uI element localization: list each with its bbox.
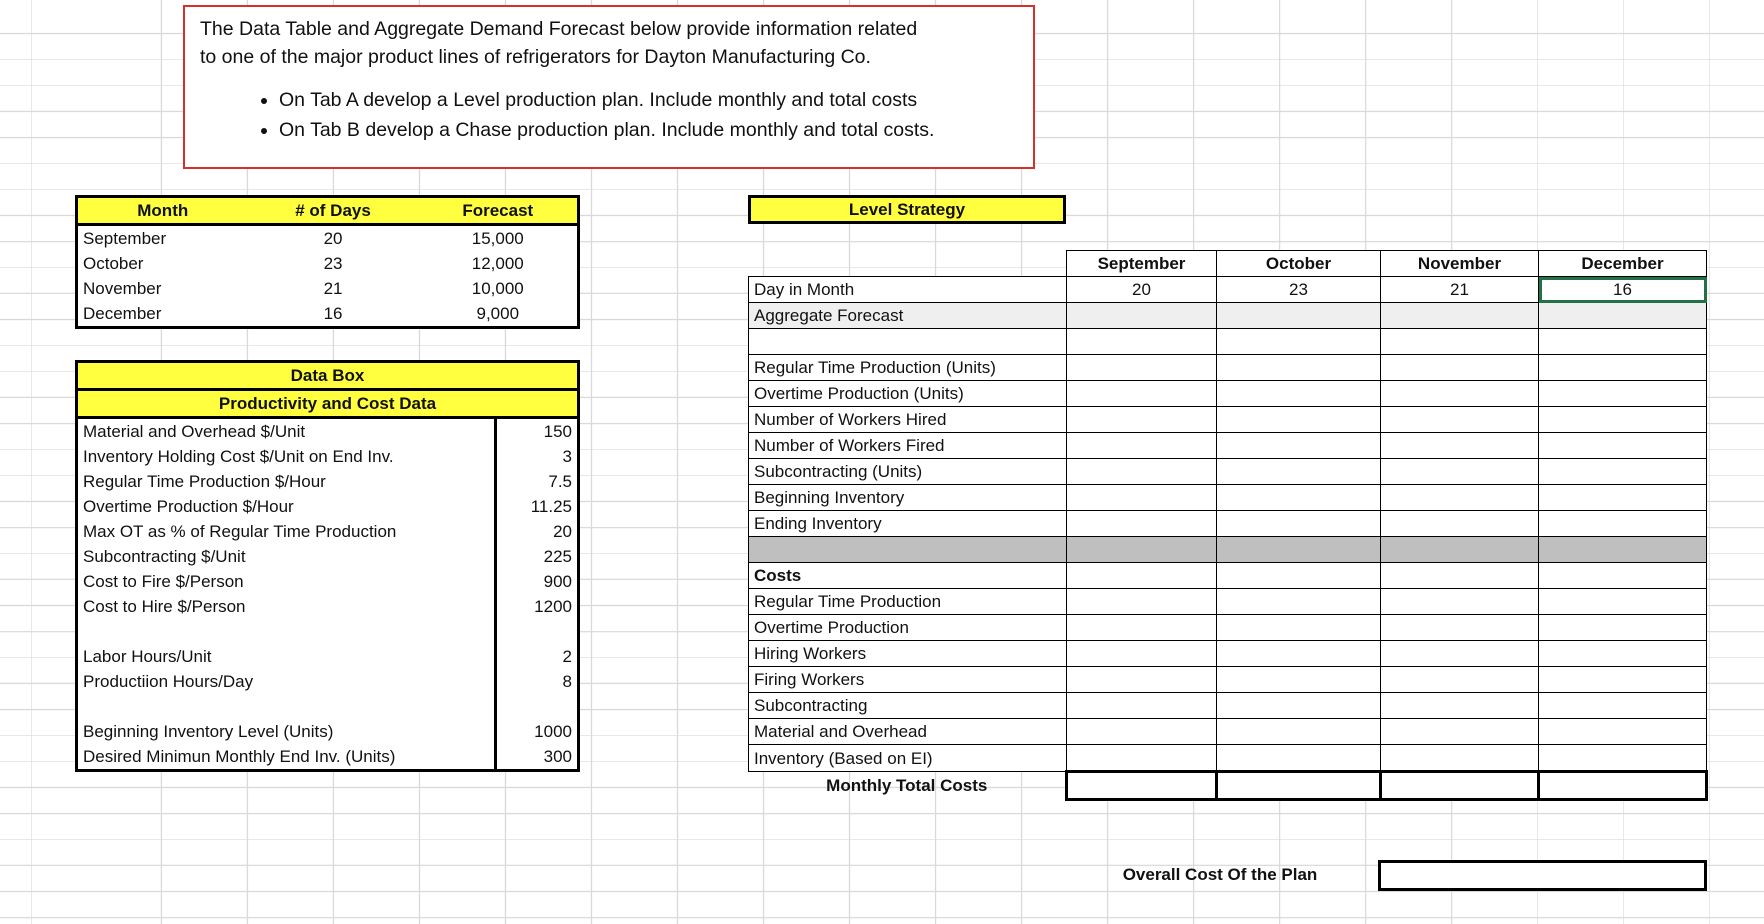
input-cell[interactable]	[1217, 407, 1381, 433]
row-label[interactable]: Beginning Inventory	[749, 485, 1067, 511]
row-label[interactable]: Subcontracting (Units)	[749, 459, 1067, 485]
row-label[interactable]: Overtime Production (Units)	[749, 381, 1067, 407]
input-cell[interactable]	[1217, 355, 1381, 381]
blank-cell[interactable]	[749, 251, 1067, 277]
table-row	[77, 719, 579, 744]
instruction-bullet: • On Tab B develop a Chase production plan. Include monthly and total costs.	[279, 115, 1018, 145]
table-row	[749, 589, 1707, 615]
input-cell[interactable]	[1539, 355, 1707, 381]
input-cell[interactable]	[1539, 719, 1707, 745]
separator-cell[interactable]	[1381, 537, 1539, 563]
cell-days[interactable]: 20	[323, 229, 343, 248]
instruction-line-2: to one of the major product lines of refrigerators for Dayton Manufacturing Co.	[200, 46, 871, 68]
input-cell[interactable]	[1217, 745, 1381, 772]
table-row	[77, 594, 579, 619]
header-days[interactable]: # of Days	[248, 197, 419, 225]
day-row	[749, 277, 1707, 303]
table-row	[749, 693, 1707, 719]
input-cell[interactable]	[1539, 459, 1707, 485]
input-cell[interactable]	[1381, 589, 1539, 615]
input-cell[interactable]	[1381, 485, 1539, 511]
data-label[interactable]: Productiion Hours/Day	[77, 669, 496, 694]
data-value[interactable]	[495, 619, 579, 644]
data-label[interactable]: Inventory Holding Cost $/Unit on End Inv.	[77, 444, 496, 469]
input-cell[interactable]	[1217, 719, 1381, 745]
cell-forecast[interactable]: 15,000	[471, 229, 524, 248]
forecast-cell[interactable]	[1381, 303, 1539, 329]
table-row	[77, 569, 579, 594]
separator-cell[interactable]	[1217, 537, 1381, 563]
table-row	[77, 418, 579, 445]
separator-cell[interactable]	[1067, 537, 1217, 563]
total-cell[interactable]	[1067, 772, 1217, 800]
empty-cell[interactable]	[1381, 329, 1539, 355]
costs-header-row	[749, 563, 1707, 589]
input-cell[interactable]	[1381, 511, 1539, 537]
day-cell[interactable]: 20	[1067, 277, 1217, 303]
input-cell[interactable]	[1067, 693, 1217, 719]
input-cell[interactable]	[1217, 667, 1381, 693]
data-box-table	[75, 360, 580, 772]
input-cell[interactable]	[1067, 719, 1217, 745]
input-cell[interactable]	[1217, 563, 1381, 589]
input-cell[interactable]	[1539, 589, 1707, 615]
table-row	[77, 619, 579, 644]
cell-month[interactable]: September	[83, 229, 167, 248]
table-row	[749, 355, 1707, 381]
row-label[interactable]: Ending Inventory	[749, 511, 1067, 537]
data-label[interactable]: Beginning Inventory Level (Units)	[77, 719, 496, 744]
row-label[interactable]: Number of Workers Hired	[749, 407, 1067, 433]
data-box-title-row	[77, 362, 579, 390]
level-strategy-title[interactable]: Level Strategy	[748, 195, 1066, 224]
table-row	[77, 519, 579, 544]
input-cell[interactable]	[1381, 563, 1539, 589]
cost-label[interactable]: Hiring Workers	[749, 641, 1067, 667]
input-cell[interactable]	[1539, 433, 1707, 459]
data-label[interactable]: Cost to Fire $/Person	[77, 569, 496, 594]
row-label[interactable]: Number of Workers Fired	[749, 433, 1067, 459]
data-label[interactable]: Regular Time Production $/Hour	[77, 469, 496, 494]
total-cell[interactable]	[1381, 772, 1539, 800]
table-row	[749, 381, 1707, 407]
data-value[interactable]: 20	[553, 522, 572, 541]
input-cell[interactable]	[1539, 693, 1707, 719]
table-row	[749, 667, 1707, 693]
month-header-row	[749, 251, 1707, 277]
total-cell[interactable]	[1217, 772, 1381, 800]
cost-label[interactable]: Material and Overhead	[749, 719, 1067, 745]
table-row	[749, 615, 1707, 641]
data-value[interactable]: 2	[562, 647, 572, 666]
data-value[interactable]: 150	[543, 422, 572, 441]
table-row	[749, 719, 1707, 745]
input-cell[interactable]	[1217, 511, 1381, 537]
forecast-row	[749, 303, 1707, 329]
instruction-box	[183, 5, 1035, 169]
cost-label[interactable]: Subcontracting	[749, 693, 1067, 719]
forecast-cell[interactable]	[1217, 303, 1381, 329]
data-value[interactable]: 300	[543, 747, 572, 766]
forecast-label[interactable]: Aggregate Forecast	[749, 303, 1067, 329]
cell-days[interactable]: 16	[323, 304, 343, 323]
data-box-subtitle-row	[77, 390, 579, 418]
table-row	[77, 669, 579, 694]
input-cell[interactable]	[1381, 745, 1539, 772]
data-label[interactable]: Overtime Production $/Hour	[77, 494, 496, 519]
input-cell[interactable]	[1539, 563, 1707, 589]
input-cell[interactable]	[1067, 745, 1217, 772]
table-row	[749, 433, 1707, 459]
separator-cell[interactable]	[749, 537, 1067, 563]
cell-month[interactable]: December	[83, 304, 162, 323]
separator-cell[interactable]	[1539, 537, 1707, 563]
input-cell[interactable]	[1381, 355, 1539, 381]
cell-month[interactable]: October	[83, 254, 144, 273]
input-cell[interactable]	[1381, 641, 1539, 667]
table-row	[749, 459, 1707, 485]
day-label[interactable]: Day in Month	[749, 277, 1067, 303]
input-cell[interactable]	[1539, 615, 1707, 641]
input-cell[interactable]	[1067, 615, 1217, 641]
empty-cell[interactable]	[1067, 329, 1217, 355]
day-cell-selected[interactable]: 16	[1539, 277, 1707, 303]
costs-label[interactable]: Costs	[749, 563, 1067, 589]
forecast-cell[interactable]	[1539, 303, 1707, 329]
input-cell[interactable]	[1067, 589, 1217, 615]
cost-label[interactable]: Regular Time Production	[749, 589, 1067, 615]
input-cell[interactable]	[1381, 459, 1539, 485]
input-cell[interactable]	[1381, 381, 1539, 407]
total-cell[interactable]	[1539, 772, 1707, 800]
data-value[interactable]: 7.5	[548, 472, 572, 491]
input-cell[interactable]	[1381, 719, 1539, 745]
cost-label[interactable]: Firing Workers	[749, 667, 1067, 693]
row-label[interactable]: Regular Time Production (Units)	[749, 355, 1067, 381]
input-cell[interactable]	[1217, 485, 1381, 511]
input-cell[interactable]	[1067, 511, 1217, 537]
cell-month[interactable]: November	[83, 279, 162, 298]
data-value[interactable]	[495, 694, 579, 719]
instruction-bullets	[200, 85, 1018, 145]
data-value[interactable]: 11.25	[530, 497, 572, 516]
input-cell[interactable]	[1217, 693, 1381, 719]
input-cell[interactable]	[1067, 355, 1217, 381]
data-label[interactable]: Material and Overhead $/Unit	[77, 418, 496, 445]
overall-cost-cell[interactable]	[1378, 860, 1707, 891]
cell-forecast[interactable]: 10,000	[471, 279, 524, 298]
data-value[interactable]: 1000	[534, 722, 572, 741]
cell-forecast[interactable]: 12,000	[471, 254, 524, 273]
table-row	[749, 745, 1707, 772]
input-cell[interactable]	[1381, 667, 1539, 693]
input-cell[interactable]	[1067, 381, 1217, 407]
input-cell[interactable]	[1381, 433, 1539, 459]
input-cell[interactable]	[1539, 667, 1707, 693]
table-header-row	[77, 197, 579, 225]
data-value[interactable]: 3	[562, 447, 572, 466]
data-label[interactable]: Cost to Hire $/Person	[77, 594, 496, 619]
cell-forecast[interactable]: 9,000	[476, 304, 520, 323]
day-cell[interactable]: 21	[1381, 277, 1539, 303]
table-row	[77, 644, 579, 669]
data-label[interactable]	[77, 619, 496, 644]
input-cell[interactable]	[1539, 641, 1707, 667]
table-row	[77, 251, 579, 276]
table-row	[77, 225, 579, 252]
table-row	[77, 276, 579, 301]
input-cell[interactable]	[1067, 641, 1217, 667]
input-cell[interactable]	[1217, 459, 1381, 485]
total-label[interactable]: Monthly Total Costs	[826, 776, 988, 796]
data-label[interactable]: Subcontracting $/Unit	[77, 544, 496, 569]
forecast-cell[interactable]	[1067, 303, 1217, 329]
data-value[interactable]: 900	[543, 572, 572, 591]
spacer-row	[749, 329, 1707, 355]
input-cell[interactable]	[1539, 407, 1707, 433]
table-row	[749, 407, 1707, 433]
month-header[interactable]: December	[1539, 251, 1707, 277]
input-cell[interactable]	[1067, 485, 1217, 511]
data-label[interactable]: Desired Minimun Monthly End Inv. (Units)	[77, 744, 496, 771]
input-cell[interactable]	[1067, 433, 1217, 459]
table-row	[77, 494, 579, 519]
data-value[interactable]: 1200	[534, 597, 572, 616]
table-row	[77, 744, 579, 771]
input-cell[interactable]	[1217, 641, 1381, 667]
input-cell[interactable]	[1067, 563, 1217, 589]
empty-cell[interactable]	[1217, 329, 1381, 355]
empty-cell[interactable]	[1539, 329, 1707, 355]
table-row	[749, 511, 1707, 537]
instruction-line-1: The Data Table and Aggregate Demand Forecast below provide information related	[200, 18, 918, 40]
input-cell[interactable]	[1539, 381, 1707, 407]
cost-label[interactable]: Inventory (Based on EI)	[749, 745, 1067, 772]
header-month[interactable]: Month	[77, 197, 248, 225]
data-label[interactable]	[77, 694, 496, 719]
cell-days[interactable]: 23	[323, 254, 343, 273]
input-cell[interactable]	[1381, 615, 1539, 641]
month-forecast-table	[75, 195, 580, 329]
input-cell[interactable]	[1539, 485, 1707, 511]
day-cell[interactable]: 23	[1217, 277, 1381, 303]
data-value[interactable]: 225	[543, 547, 572, 566]
input-cell[interactable]	[1217, 589, 1381, 615]
table-row	[77, 444, 579, 469]
empty-cell[interactable]	[749, 329, 1067, 355]
month-header[interactable]: September	[1067, 251, 1217, 277]
data-box-title[interactable]: Data Box	[77, 362, 579, 390]
input-cell[interactable]	[1539, 745, 1707, 772]
overall-cost-label[interactable]: Overall Cost Of the Plan	[1122, 865, 1318, 884]
table-row	[77, 544, 579, 569]
header-forecast[interactable]: Forecast	[419, 197, 579, 225]
month-header[interactable]: October	[1217, 251, 1381, 277]
data-box-subtitle[interactable]: Productivity and Cost Data	[77, 390, 579, 418]
input-cell[interactable]	[1381, 407, 1539, 433]
cell-days[interactable]: 21	[323, 279, 343, 298]
month-header[interactable]: November	[1381, 251, 1539, 277]
table-row	[749, 485, 1707, 511]
table-row	[749, 641, 1707, 667]
input-cell[interactable]	[1217, 433, 1381, 459]
separator-row	[749, 537, 1707, 563]
total-row	[749, 772, 1707, 800]
input-cell[interactable]	[1067, 667, 1217, 693]
input-cell[interactable]	[1217, 615, 1381, 641]
table-row	[77, 469, 579, 494]
data-value[interactable]: 8	[562, 672, 572, 691]
input-cell[interactable]	[1067, 459, 1217, 485]
data-label[interactable]: Labor Hours/Unit	[77, 644, 496, 669]
instruction-bullet: • On Tab A develop a Level production plan. Include monthly and total costs	[279, 85, 1018, 115]
table-row	[77, 301, 579, 328]
data-label[interactable]: Max OT as % of Regular Time Production	[77, 519, 496, 544]
input-cell[interactable]	[1067, 407, 1217, 433]
input-cell[interactable]	[1381, 693, 1539, 719]
input-cell[interactable]	[1539, 511, 1707, 537]
cost-label[interactable]: Overtime Production	[749, 615, 1067, 641]
level-strategy-table	[748, 250, 1708, 801]
input-cell[interactable]	[1217, 381, 1381, 407]
table-row	[77, 694, 579, 719]
